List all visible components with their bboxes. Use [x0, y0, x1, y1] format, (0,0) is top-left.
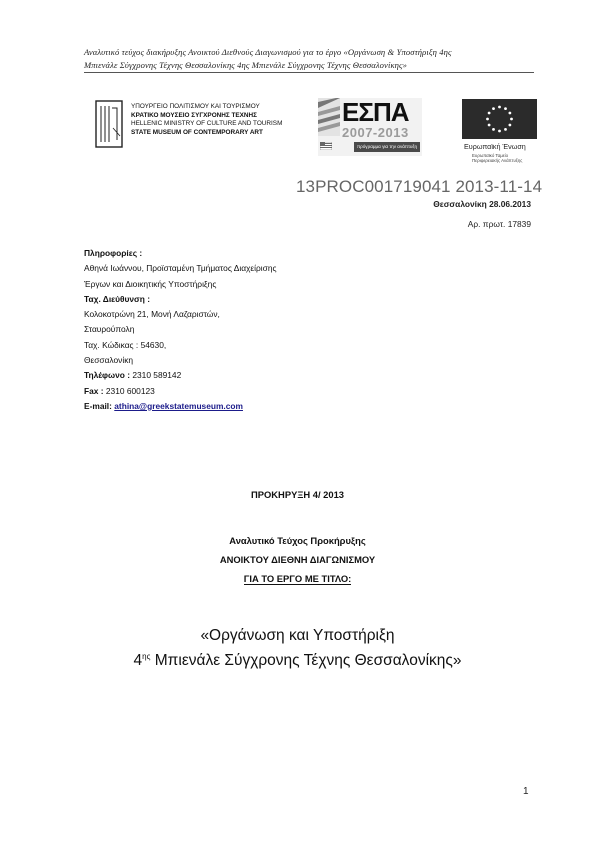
- ministry-line1: ΥΠΟΥΡΓΕΙΟ ΠΟΛΙΤΙΣΜΟΥ ΚΑΙ ΤΟΥΡΙΣΜΟΥ: [131, 103, 260, 110]
- eu-star-icon: [510, 118, 513, 121]
- address-area: Σταυρούπολη: [84, 324, 135, 335]
- eu-name: Ευρωπαϊκή Ένωση: [464, 142, 526, 151]
- eu-star-icon: [498, 130, 501, 133]
- eu-logo: [462, 99, 540, 169]
- contact-department: Έργων και Διοικητικής Υποστήριξης: [84, 278, 217, 289]
- project-title-line2: [0, 652, 595, 670]
- espa-title: ΕΣΠΑ: [342, 97, 409, 127]
- fax-label: Fax :: [84, 385, 104, 396]
- eu-star-icon: [508, 112, 511, 115]
- espa-tagline: πρόγραμμα για την ανάπτυξη: [356, 144, 418, 149]
- eu-star-icon: [488, 124, 491, 127]
- ministry-line4: STATE MUSEUM OF CONTEMPORARY ART: [131, 128, 263, 136]
- eu-fund-line2: Περιφερειακής Ανάπτυξης: [472, 158, 523, 164]
- running-header: [84, 46, 534, 73]
- eu-star-icon: [492, 128, 495, 131]
- info-label: Πληροφορίες :: [84, 248, 143, 258]
- greek-flag-icon: [320, 142, 332, 150]
- project-label: [0, 573, 595, 584]
- address-city: Θεσσαλονίκη: [84, 355, 134, 366]
- eu-star-icon: [498, 106, 501, 109]
- page-number: 1: [523, 786, 529, 797]
- announcement-title: ΠΡΟΚΗΡΥΞΗ 4/ 2013: [250, 489, 345, 500]
- eu-star-icon: [488, 112, 491, 115]
- address-label: Ταχ. Διεύθυνση :: [84, 293, 151, 304]
- eu-star-icon: [508, 124, 511, 127]
- reference-code: 13PROC001719041 2013-11-14: [296, 177, 543, 196]
- eu-star-icon: [492, 107, 495, 110]
- phone-label: Τηλέφωνο :: [84, 370, 131, 381]
- tender-title: ΑΝΟΙΚΤΟΥ ΔΙΕΘΝΗ ΔΙΑΓΩΝΙΣΜΟΥ: [219, 554, 376, 565]
- espa-logo: [318, 98, 422, 156]
- email-label: E-mail:: [84, 400, 112, 411]
- detailed-title: Αναλυτικό Τεύχος Προκήρυξης: [229, 535, 366, 546]
- project-label-text: ΓΙΑ ΤΟ ΕΡΓΟ ΜΕ ΤΙΤΛΟ:: [243, 573, 352, 584]
- ministry-line3: HELLENIC MINISTRY OF CULTURE AND TOURISM: [131, 120, 283, 128]
- fax-value: 2310 600123: [105, 385, 155, 396]
- museum-emblem-icon: [95, 100, 123, 148]
- address-postal: Ταχ. Κώδικας : 54630,: [84, 339, 167, 350]
- project-title-num: 4: [133, 652, 143, 670]
- protocol-number: Αρ. πρωτ. 17839: [467, 219, 531, 229]
- address-street: Κολοκοτρώνη 21, Μονή Λαζαριστών,: [84, 309, 220, 320]
- project-title-line1: «Οργάνωση και Υποστήριξη: [200, 627, 395, 644]
- running-header-line1: Αναλυτικό τεύχος διακήρυξης Ανοικτού Διεθνούς Διαγωνισμού για το έργο «Οργάνωση & Υποστήριξη 4ης: [84, 47, 452, 57]
- eu-flag-icon: [462, 99, 537, 139]
- eu-star-icon: [486, 118, 489, 121]
- espa-tagline-bar: [354, 142, 420, 152]
- project-title-sup: ης: [142, 652, 151, 661]
- ministry-logo: [95, 100, 295, 152]
- contact-block: [84, 246, 277, 414]
- eu-star-icon: [504, 128, 507, 131]
- project-title-rest: Μπιενάλε Σύγχρονης Τέχνης Θεσσαλονίκης»: [150, 652, 462, 670]
- eu-star-icon: [504, 107, 507, 110]
- ministry-line2: ΚΡΑΤΙΚΟ ΜΟΥΣΕΙΟ ΣΥΓΧΡΟΝΗΣ ΤΕΧΝΗΣ: [131, 111, 258, 119]
- espa-years: 2007-2013: [342, 125, 409, 140]
- contact-person: Αθηνά Ιωάννου, Προϊσταμένη Τμήματος Διαχείρισης: [84, 263, 277, 274]
- phone-value: 2310 589142: [132, 370, 182, 381]
- running-header-line2: Μπιενάλε Σύγχρονης Τέχνης Θεσσαλονίκης 4ης Μπιενάλε Σύγχρονης Τέχνης Θεσσαλονίκης»: [84, 59, 534, 74]
- espa-stripes-icon: [318, 98, 340, 136]
- email-link[interactable]: athina@greekstatemuseum.com: [114, 400, 243, 411]
- eu-fund-line1: Ευρωπαϊκό Ταμείο: [472, 153, 509, 158]
- eu-fund: [472, 153, 522, 164]
- document-date: Θεσσαλονίκη 28.06.2013: [433, 199, 531, 209]
